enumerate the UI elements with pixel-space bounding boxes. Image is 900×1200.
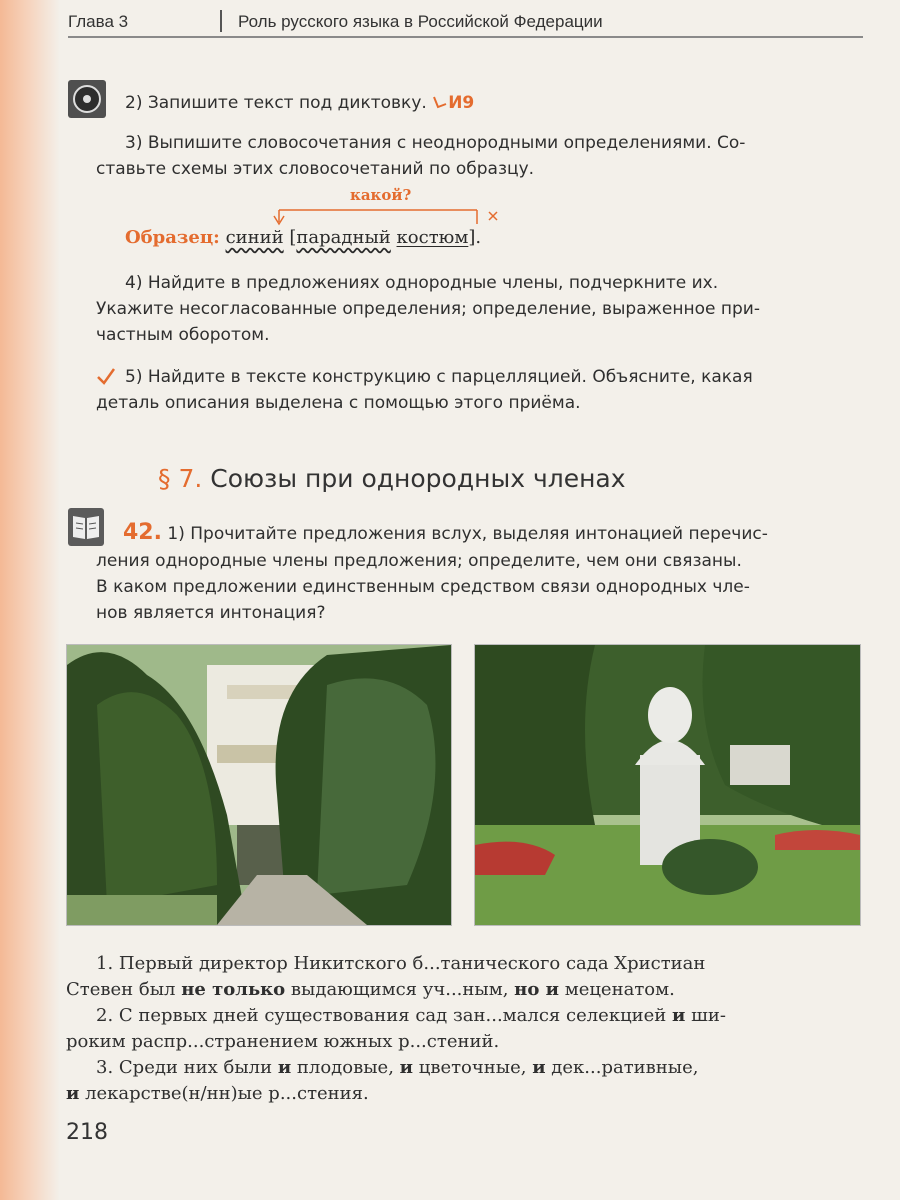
- section-title: Союзы при однородных членах: [210, 464, 626, 493]
- sample-label: Образец:: [125, 227, 220, 248]
- running-header: [68, 8, 863, 38]
- s1-part-a: Стевен был: [66, 979, 182, 1000]
- sample-line: [125, 227, 481, 248]
- sentence-1-line-1: 1. Первый директор Никитского б...танического сада Христиан: [96, 953, 706, 974]
- exercise-line-1: [123, 520, 768, 547]
- s2-conj-1: и: [672, 1005, 686, 1026]
- sentence-2-line-2: роким распр...странением южных р...стений.: [66, 1031, 500, 1052]
- task-4-line-2: Укажите несогласованные определения; определение, выраженное при-: [96, 299, 760, 319]
- section-heading: [158, 464, 626, 493]
- task-2: [125, 90, 474, 116]
- s3-conj-3: и: [532, 1057, 546, 1078]
- sample-scheme: [125, 180, 585, 260]
- s3-part-b: плодовые,: [291, 1057, 400, 1078]
- question-label: какой?: [350, 186, 412, 204]
- s3-part-e: лекарстве(н/нн)ые р...стения.: [79, 1083, 369, 1104]
- s3-conj-2: и: [399, 1057, 414, 1078]
- checkmark-icon: [96, 366, 116, 390]
- s3-conj-1: и: [277, 1057, 292, 1078]
- sample-word-1: синий: [225, 227, 284, 248]
- exercise-line-4: нов является интонация?: [96, 603, 326, 623]
- sentence-3-line-2: [66, 1080, 369, 1108]
- s1-part-b: выдающимся уч...ным,: [285, 979, 515, 1000]
- sentence-1-line-2: [66, 976, 675, 1004]
- sample-word-2: парадный: [296, 227, 391, 248]
- dictation-ref: [432, 93, 474, 113]
- s3-part-d: дек...ративные,: [545, 1057, 699, 1078]
- sample-word-3: костюм: [396, 227, 469, 248]
- task-4-line-1: 4) Найдите в предложениях однородные члены, подчеркните их.: [125, 273, 719, 293]
- sentence-3-line-1: [96, 1054, 699, 1082]
- task-5-line-2: деталь описания выделена с помощью этого приёма.: [96, 393, 581, 413]
- s3-part-a: 3. Среди них были: [96, 1057, 278, 1078]
- audio-disc-icon: [68, 80, 106, 118]
- s2-part-a: 2. С первых дней существования сад зан...мался селекцией: [96, 1005, 673, 1026]
- s2-part-b: ши-: [685, 1005, 726, 1026]
- close-bracket: ].: [468, 227, 482, 248]
- task-5-line-1: 5) Найдите в тексте конструкцию с парцелляцией. Объясните, какая: [125, 367, 753, 387]
- s1-conj-2: но и: [514, 979, 559, 1000]
- task-3-line-1: 3) Выпишите словосочетания с неоднородными определениями. Со-: [125, 133, 746, 153]
- task-3-line-2: ставьте схемы этих словосочетаний по образцу.: [96, 159, 535, 179]
- exercise-line-2: ления однородные члены предложения; определите, чем они связаны.: [96, 551, 742, 571]
- s3-conj-4: и: [66, 1083, 80, 1104]
- chapter-label: Глава 3: [68, 12, 129, 31]
- read-book-icon: [68, 508, 104, 546]
- s1-conj-1: не только: [181, 979, 286, 1000]
- chapter-title: Роль русского языка в Российской Федерации: [238, 12, 603, 31]
- page-edge-tint: [0, 0, 60, 1200]
- section-number: § 7.: [158, 464, 203, 493]
- exercise-line-3: В каком предложении единственным средством связи однородных чле-: [96, 577, 750, 597]
- task-2-text: 2) Запишите текст под диктовку.: [125, 93, 427, 113]
- dictation-ref-text: И9: [448, 93, 475, 113]
- task-4-line-3: частным оборотом.: [96, 325, 270, 345]
- header-separator: [220, 10, 222, 32]
- sentence-2-line-1: [96, 1002, 726, 1030]
- s3-part-c: цветочные,: [413, 1057, 533, 1078]
- garden-building-photo: [66, 644, 452, 926]
- bust-monument-photo: [474, 644, 861, 926]
- s1-part-c: меценатом.: [558, 979, 675, 1000]
- exercise-text-1: 1) Прочитайте предложения вслух, выделяя интонацией перечис-: [167, 524, 768, 544]
- page-number: 218: [66, 1120, 108, 1145]
- hand-pointer-icon: [432, 94, 448, 110]
- open-bracket: [: [289, 227, 297, 248]
- exercise-number: 42.: [123, 520, 162, 545]
